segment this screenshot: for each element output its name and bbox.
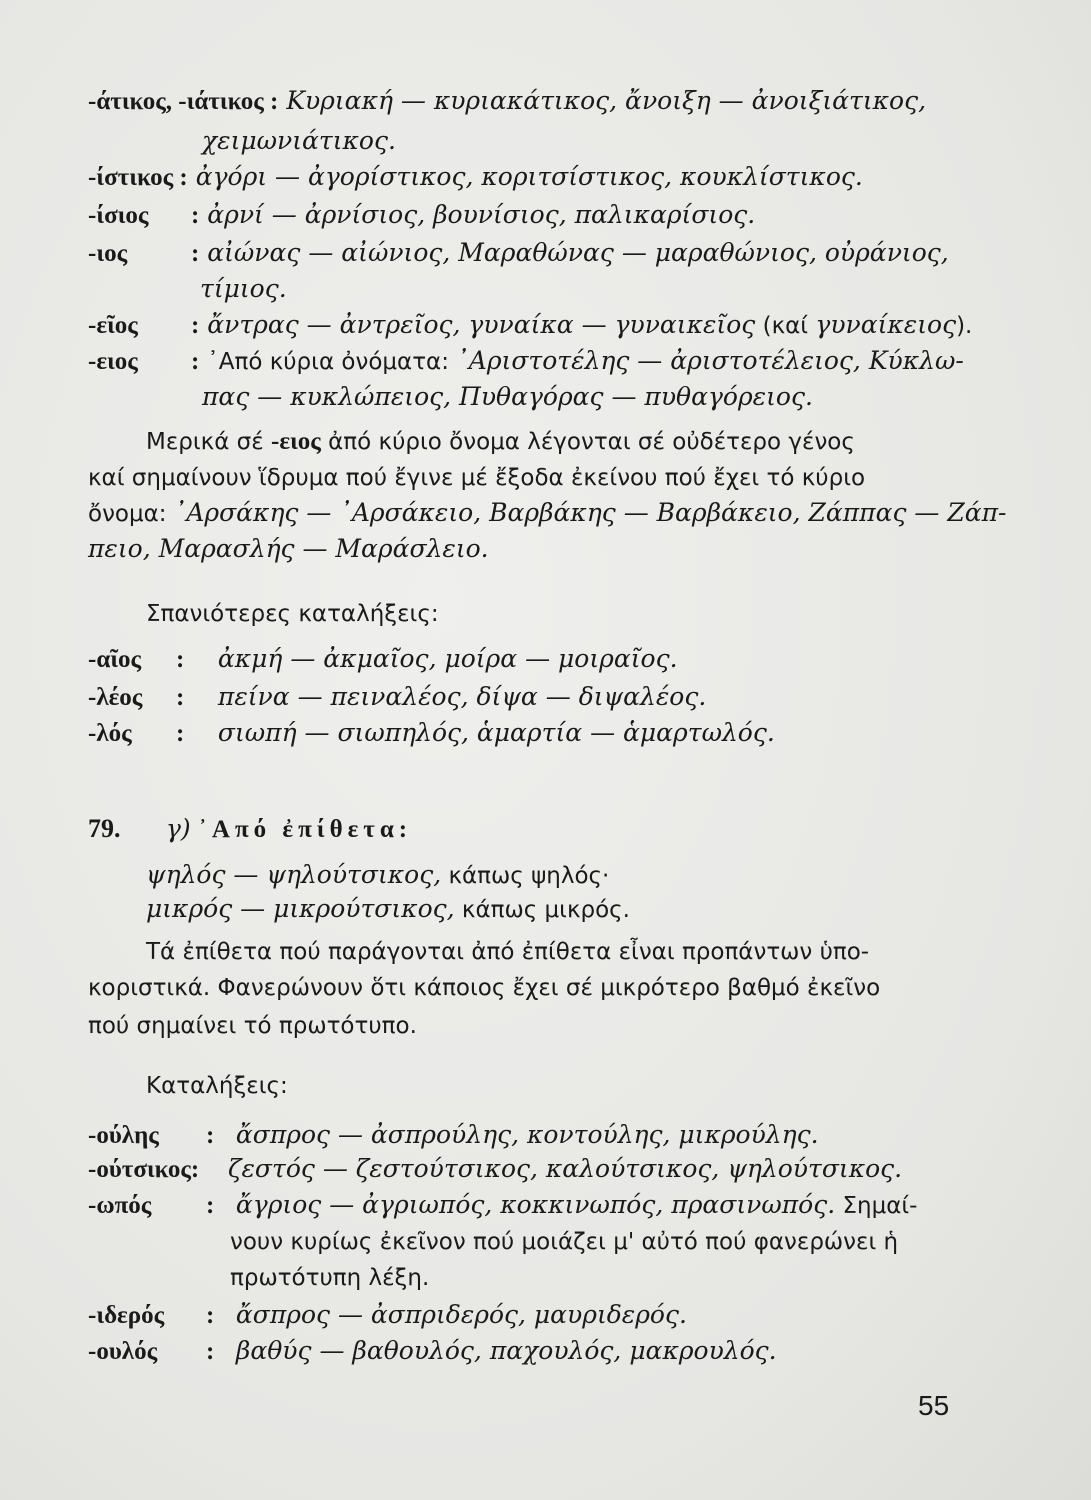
para2-line3 — [88, 1008, 417, 1043]
alt-form: γυναίκειος — [815, 310, 957, 339]
suffix: -λός — [88, 720, 132, 747]
entry-isios — [88, 198, 755, 233]
suffix: -ειος — [271, 428, 321, 455]
para1-line4 — [88, 532, 489, 566]
ending-oulos — [88, 1334, 777, 1369]
colon: : — [205, 1192, 215, 1219]
entry-text: σιωπή — σιωπηλός, ἁμαρτία — ἁμαρτωλός. — [217, 718, 775, 747]
entry-istikos — [88, 160, 863, 195]
entry-text: ἀκμή — ἀκμαῖος, μοίρα — μοιραῖος. — [217, 644, 678, 673]
ending-oulis — [88, 1118, 819, 1153]
colon: : — [190, 202, 200, 229]
rare-entry-aios — [88, 642, 678, 677]
entry-text: Κυριακή — κυριακάτικος, ἄνοιξη — ἀνοιξιάτικος, — [286, 86, 927, 115]
text: Σημαί- — [835, 1193, 918, 1219]
text: ἀπό κύριο ὄνομα λέγονται σέ οὐδέτερο γένος — [320, 429, 855, 455]
examples: πειο, Μαρασλής — Μαράσλειο. — [88, 534, 489, 563]
text: ὄνομα: — [88, 501, 174, 527]
section-letter: γ) — [165, 814, 199, 843]
paren-close: ). — [956, 313, 973, 339]
text: νουν κυρίως ἐκεῖνον πού μοιάζει μ' αὐτό πού φανερώνει ἡ — [230, 1229, 899, 1255]
entry-text: πείνα — πειναλέος, δίψα — διψαλέος. — [217, 682, 707, 711]
entry-text: τίμιος. — [200, 274, 287, 303]
para1-line1 — [146, 424, 855, 459]
ending-ideros — [88, 1298, 687, 1333]
colon: : — [190, 348, 200, 375]
entry-text: πας — κυκλώπειος, Πυθαγόρας — πυθαγόρειος. — [202, 382, 813, 411]
section-title: ᾿Από ἐπίθετα: — [198, 816, 413, 843]
para2-line2 — [88, 970, 880, 1005]
ending-outsikos — [88, 1152, 902, 1187]
colon: : — [205, 1338, 215, 1365]
text: καί σημαίνουν ἵδρυμα πού ἔγινε μέ ἔξοδα ἐκείνου πού ἔχει τό κύριο — [88, 465, 866, 491]
text: κοριστικά. Φανερώνουν ὅτι κάποιος ἔχει σέ μικρότερο βαθμό ἐκεῖνο — [88, 975, 881, 1001]
entry-ios-cont — [200, 272, 287, 306]
suffix: -ιος — [88, 240, 128, 267]
suffix: -ωπός — [88, 1192, 152, 1219]
entry-eios-accent — [88, 308, 972, 343]
suffix: -ούτσικος: — [88, 1156, 200, 1183]
entry-text: ἄσπρος — ἀσπριδερός, μαυριδερός. — [235, 1300, 687, 1329]
suffix: -ουλός — [88, 1338, 158, 1365]
lead-text: ᾿Από κύρια ὀνόματα: — [207, 349, 457, 375]
rare-entry-leos — [88, 680, 706, 715]
ending-opos — [88, 1188, 917, 1223]
para1-line2 — [88, 460, 865, 495]
entry-text: ἄντρας — ἀντρεῖος, γυναίκα — γυναικεῖος — [207, 310, 756, 339]
text: πρωτότυπη λέξη. — [230, 1265, 430, 1291]
section-heading — [88, 812, 412, 847]
example-words: ψηλός — ψηλούτσικος, — [146, 860, 442, 889]
colon: : — [175, 646, 185, 673]
entry-text: ἄγριος — ἀγριωπός, κοκκινωπός, πρασινωπός. — [235, 1190, 836, 1219]
paren-open-text: (καί — [755, 313, 816, 339]
text: Μερικά σέ — [146, 429, 272, 455]
entry-eios — [88, 344, 964, 379]
suffix: -ούλης — [88, 1122, 159, 1149]
entry-text: αἰώνας — αἰώνιος, Μαραθώνας — μαραθώνιος, οὐράνιος, — [207, 238, 949, 267]
example-2 — [146, 892, 630, 927]
rare-entry-los — [88, 716, 775, 751]
colon: : — [190, 312, 200, 339]
example-gloss: κάπως μικρός. — [454, 897, 630, 923]
para1-line3 — [88, 496, 1007, 531]
example-1 — [146, 858, 609, 893]
suffix: -ιδερός — [88, 1302, 165, 1329]
colon: : — [175, 684, 185, 711]
example-gloss: κάπως ψηλός· — [441, 863, 610, 889]
ending-opos-cont2 — [230, 1260, 429, 1295]
endings-heading — [146, 1068, 288, 1103]
entry-atikos-cont — [202, 124, 396, 158]
entry-ios — [88, 236, 949, 271]
colon: : — [175, 720, 185, 747]
examples: ᾿Αρσάκης — ᾿Αρσάκειο, Βαρβάκης — Βαρβάκειο, Ζάππας — Ζάπ- — [173, 498, 1007, 527]
entry-text: ἀρνί — ἀρνίσιος, βουνίσιος, παλικαρίσιος. — [207, 200, 756, 229]
entry-text: βαθύς — βαθουλός, παχουλός, μακρουλός. — [235, 1336, 777, 1365]
entry-text: χειμωνιάτικος. — [202, 126, 396, 155]
heading-text: Σπανιότερες καταλήξεις: — [146, 601, 439, 627]
colon: : — [205, 1302, 215, 1329]
rare-heading — [146, 596, 439, 631]
suffix: -άτικος, -ιάτικος : — [88, 88, 279, 115]
entry-text: ἄσπρος — ἀσπρούλης, κοντούλης, μικρούλης. — [235, 1120, 819, 1149]
colon: : — [190, 240, 200, 267]
suffix: -ίστικος : — [88, 164, 188, 191]
heading-text: Καταλήξεις: — [146, 1073, 288, 1099]
suffix: -αῖος — [88, 646, 142, 673]
text: Τά ἐπίθετα πού παράγονται ἀπό ἐπίθετα εἶναι προπάντων ὑπο- — [146, 939, 870, 965]
ending-opos-cont1 — [230, 1224, 898, 1259]
colon: : — [205, 1122, 215, 1149]
suffix: -ίσιος — [88, 202, 149, 229]
example-words: μικρός — μικρούτσικος, — [146, 894, 455, 923]
para2-line1 — [146, 934, 869, 969]
entry-text: ζεστός — ζεστούτσικος, καλούτσικος, ψηλούτσικος. — [227, 1154, 903, 1183]
page-number: 55 — [918, 1390, 950, 1421]
suffix: -λέος — [88, 684, 143, 711]
entry-atikos — [88, 84, 926, 119]
entry-eios-cont — [202, 380, 813, 414]
entry-text: ᾿Αριστοτέλης — ἀριστοτέλειος, Κύκλω- — [456, 346, 964, 375]
entry-text: ἀγόρι — ἀγορίστικος, κοριτσίστικος, κουκλίστικος. — [195, 162, 863, 191]
suffix: -εῖος — [88, 312, 138, 339]
section-number: 79. — [88, 814, 121, 843]
text: πού σημαίνει τό πρωτότυπο. — [88, 1013, 417, 1039]
suffix: -ειος — [88, 348, 138, 375]
